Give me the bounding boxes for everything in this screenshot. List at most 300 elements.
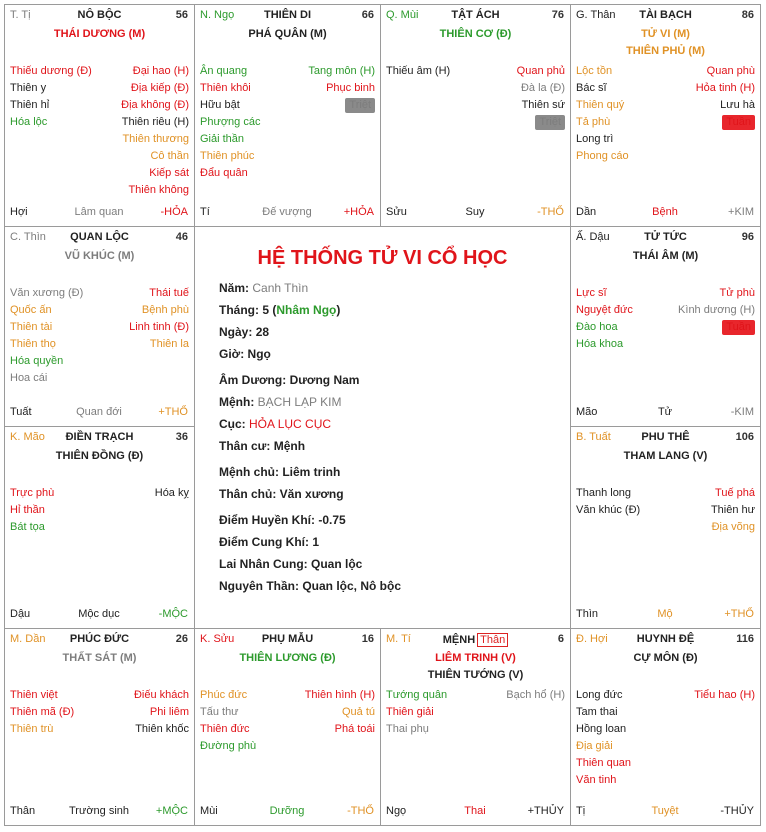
center-line: [219, 535, 319, 549]
left-star-list: [576, 285, 633, 353]
right-star-list: [694, 687, 755, 704]
footer-branch: Mùi: [200, 805, 218, 817]
right-star-list: [121, 63, 189, 199]
palace-name-text: PHỤ MẪU: [261, 633, 314, 645]
center-line-value: Dương Nam: [289, 373, 360, 387]
palace-header: [5, 231, 194, 245]
star-item: [386, 704, 447, 721]
center-line-value: Mệnh: [273, 439, 306, 453]
palace-age-number: 116: [736, 633, 754, 645]
than-marker-badge: Thân: [477, 633, 508, 647]
star-name: Phá toái: [334, 723, 375, 735]
star-name: Đẩu quân: [200, 167, 248, 179]
center-line-paren-open: (: [269, 303, 277, 317]
palace-footer: [10, 608, 188, 622]
footer-branch: Tí: [200, 206, 210, 218]
star-name: Thiên thọ: [10, 338, 56, 350]
star-name: Thai phụ: [386, 723, 429, 735]
center-line-value: -0.75: [318, 513, 346, 527]
center-line-label: Điểm Huyền Khí:: [219, 513, 316, 527]
palace-header: [195, 9, 380, 23]
star-name: Giải thần: [200, 133, 245, 145]
star-item: [386, 721, 447, 738]
star-item: [10, 502, 54, 519]
footer-branch: Hợi: [10, 206, 28, 218]
star-name: Bát tọa: [10, 521, 45, 533]
palace-age-number: 16: [361, 633, 374, 645]
palace-stem-branch: Q. Mùi: [386, 9, 419, 21]
star-item: [10, 319, 83, 336]
star-name: Thiên việt: [10, 689, 58, 701]
star-item: [121, 63, 189, 80]
palace-footer: [10, 206, 188, 220]
star-name: Kình dương (H): [678, 304, 755, 316]
star-item: [134, 721, 189, 738]
star-name: Hóa lộc: [10, 116, 48, 128]
star-item: [308, 97, 375, 114]
center-line: [219, 395, 341, 409]
palace-header: [571, 9, 760, 23]
main-star: THIÊN TƯỚNG (V): [427, 669, 524, 681]
palace-name-text: TỬ TỨC: [644, 231, 687, 243]
palace-ty: [5, 5, 195, 227]
star-item: [711, 485, 755, 502]
star-item: [506, 687, 565, 704]
left-star-list: [10, 485, 54, 536]
tuan-badge: Tuần: [722, 320, 755, 335]
main-star: THẤT SÁT (M): [62, 652, 137, 664]
footer-element: +MỘC: [155, 805, 188, 817]
footer-branch: Dần: [576, 206, 597, 218]
main-star: VŨ KHÚC (M): [64, 250, 135, 262]
right-star-list: [129, 285, 189, 353]
star-name: Hóa quyền: [10, 355, 64, 367]
star-name: Bạch hổ (H): [506, 689, 565, 701]
star-name: Văn xương (Đ): [10, 287, 84, 299]
palace-suu: [195, 629, 381, 825]
star-name: Bác sĩ: [576, 82, 607, 94]
footer-branch: Sửu: [386, 206, 407, 218]
star-item: [200, 97, 260, 114]
star-item: [129, 285, 189, 302]
palace-age-number: 86: [741, 9, 754, 21]
star-name: Cô thần: [150, 150, 189, 162]
star-name: Địa giải: [576, 740, 613, 752]
center-line-value: 28: [255, 325, 270, 339]
left-star-list: [576, 687, 631, 789]
star-name: Tấu thư: [200, 706, 239, 718]
palace-hoi: [571, 629, 760, 825]
palace-stem-branch: Ấ. Dậu: [576, 231, 610, 243]
footer-life-stage: Đế vượng: [262, 206, 312, 218]
star-item: [308, 80, 375, 97]
main-stars: [381, 26, 570, 43]
star-name: Hỏa tinh (H): [695, 82, 755, 94]
palace-footer: [386, 805, 564, 819]
star-name: Lộc tồn: [576, 65, 613, 77]
right-star-list: [308, 63, 375, 114]
palace-ngo: [195, 5, 381, 227]
star-item: [10, 687, 74, 704]
center-line: [219, 579, 401, 593]
star-name: Thiên không: [128, 184, 189, 196]
palace-header: [195, 633, 380, 647]
star-name: Tiểu hao (H): [694, 689, 755, 701]
palace-dan: [5, 629, 195, 825]
palace-footer: [576, 805, 754, 819]
star-name: Phục binh: [326, 82, 375, 94]
center-line: [219, 439, 305, 453]
star-name: Địa kiếp (Đ): [130, 82, 189, 94]
star-item: [305, 721, 375, 738]
star-name: Thiên quan: [576, 757, 632, 769]
star-item: [134, 704, 189, 721]
footer-element: -KIM: [730, 406, 754, 418]
star-item: [576, 485, 640, 502]
palace-age-number: 56: [175, 9, 188, 21]
center-line-value: BẠCH LẠP KIM: [257, 395, 342, 409]
center-line-label: Tháng:: [219, 303, 259, 317]
center-line: [219, 303, 340, 317]
star-item: [10, 97, 92, 114]
palace-age-number: 96: [741, 231, 754, 243]
star-item: [696, 80, 755, 97]
palace-age-number: 46: [175, 231, 188, 243]
star-name: Tuế phá: [715, 487, 755, 499]
star-name: Thiên y: [10, 82, 47, 94]
star-item: [10, 114, 92, 131]
center-line-value: 5: [262, 303, 270, 317]
main-star: THIÊN CƠ (Đ): [439, 28, 512, 40]
main-stars: [5, 650, 194, 667]
star-name: Địa võng: [711, 521, 755, 533]
footer-element: +THỔ: [158, 406, 188, 418]
center-line: [219, 347, 271, 361]
star-name: Thiên hình (H): [304, 689, 375, 701]
center-line: [219, 325, 269, 339]
star-item: [129, 302, 189, 319]
star-name: Phúc đức: [200, 689, 248, 701]
left-star-list: [386, 687, 447, 738]
star-item: [129, 319, 189, 336]
main-stars: [571, 248, 760, 265]
footer-branch: Thìn: [576, 608, 599, 620]
palace-stem-branch: B. Tuất: [576, 431, 611, 443]
palace-name-text: THIÊN DI: [263, 9, 312, 21]
footer-element: -THỔ: [347, 805, 374, 817]
star-name: Thiên trù: [10, 723, 54, 735]
right-star-list: [506, 687, 565, 704]
palace-name: [5, 9, 194, 21]
star-name: Tam thai: [576, 706, 618, 718]
star-name: Thiếu dương (Đ): [10, 65, 92, 77]
star-name: Ân quang: [200, 65, 248, 77]
right-star-list: [155, 485, 189, 502]
main-stars: [5, 448, 194, 465]
star-name: Quan phù: [706, 65, 755, 77]
star-item: [305, 704, 375, 721]
star-name: Thiên hư: [710, 504, 755, 516]
star-item: [121, 114, 189, 131]
star-item: [200, 80, 260, 97]
footer-branch: Mão: [576, 406, 598, 418]
palace-dau: [571, 227, 760, 427]
star-name: Tang môn (H): [308, 65, 375, 77]
star-item: [10, 370, 83, 387]
main-stars: [5, 26, 194, 43]
star-item: [576, 319, 633, 336]
palace-mao: [5, 427, 195, 629]
star-item: [121, 165, 189, 182]
star-name: Hữu bật: [200, 99, 240, 111]
footer-branch: Ngọ: [386, 805, 407, 817]
footer-life-stage: Suy: [465, 206, 485, 218]
star-item: [121, 97, 189, 114]
star-item: [694, 687, 755, 704]
center-line: [219, 465, 340, 479]
footer-life-stage: Mộ: [657, 608, 673, 620]
star-item: [576, 704, 631, 721]
right-star-list: [517, 63, 565, 131]
footer-branch: Dậu: [10, 608, 31, 620]
palace-than: [571, 5, 760, 227]
palace-footer: [200, 206, 374, 220]
palace-stem-branch: G. Thân: [576, 9, 616, 21]
star-item: [10, 302, 83, 319]
center-line-label: Giờ:: [219, 347, 245, 361]
star-name: Bệnh phù: [141, 304, 189, 316]
center-line-label: Điểm Cung Khí:: [219, 535, 309, 549]
star-item: [200, 738, 256, 755]
star-item: [10, 721, 74, 738]
palace-name-text: MỆNH: [442, 634, 476, 646]
star-item: [711, 502, 755, 519]
palace-age-number: 26: [175, 633, 188, 645]
footer-element: +HỎA: [343, 206, 374, 218]
star-name: Hồng loan: [576, 723, 627, 735]
center-line-extra: Nhâm Ngọ: [276, 303, 337, 317]
star-name: Lưu hà: [720, 99, 755, 111]
tuan-badge: Tuần: [722, 115, 755, 130]
palace-name-text: HUYNH ĐỆ: [636, 633, 695, 645]
star-name: Phượng các: [200, 116, 261, 128]
star-name: Quả tú: [341, 706, 375, 718]
center-title: HỆ THỐNG TỬ VI CỔ HỌC: [257, 247, 508, 269]
palace-stem-branch: M. Tí: [386, 633, 411, 645]
palace-thin: [5, 227, 195, 427]
star-name: Hóa kỵ: [154, 487, 189, 499]
center-line-label: Năm:: [219, 281, 250, 295]
star-name: Đà la (Đ): [520, 82, 565, 94]
palace-header: [5, 431, 194, 445]
star-name: Long đức: [576, 689, 623, 701]
left-star-list: [200, 687, 256, 755]
palace-age-number: 36: [175, 431, 188, 443]
palace-stem-branch: M. Dần: [10, 633, 46, 645]
palace-tuat: [571, 427, 760, 629]
palace-stem-branch: C. Thìn: [10, 231, 46, 243]
star-item: [576, 114, 629, 131]
footer-branch: Tị: [576, 805, 586, 817]
star-name: Phi liêm: [149, 706, 189, 718]
star-name: Tướng quân: [386, 689, 448, 701]
palace-name-text: TÀI BẠCH: [639, 9, 692, 21]
star-name: Thiên thương: [122, 133, 189, 145]
star-item: [576, 738, 631, 755]
star-item: [576, 63, 629, 80]
center-line: [219, 373, 359, 387]
center-line-label: Mệnh:: [219, 395, 255, 409]
main-star: THIÊN ĐỒNG (Đ): [55, 450, 144, 462]
palace-name-text: PHÚC ĐỨC: [69, 633, 130, 645]
star-item: [576, 285, 633, 302]
star-item: [134, 687, 189, 704]
star-item: [576, 502, 640, 519]
center-line-value: Liêm trinh: [282, 465, 341, 479]
center-line-label: Cục:: [219, 417, 246, 431]
left-star-list: [576, 63, 629, 165]
left-star-list: [386, 63, 450, 80]
footer-life-stage: Bệnh: [652, 206, 678, 218]
palace-age-number: 106: [735, 431, 754, 443]
main-star: THAM LANG (V): [623, 450, 708, 462]
star-name: Thiên la: [149, 338, 189, 350]
star-item: [576, 302, 633, 319]
star-item: [678, 302, 755, 319]
star-item: [517, 80, 565, 97]
star-name: Thiên hỉ: [10, 99, 50, 111]
star-item: [386, 63, 450, 80]
footer-life-stage: Trường sinh: [68, 805, 130, 817]
main-stars: [571, 650, 760, 667]
star-item: [200, 721, 256, 738]
star-item: [200, 63, 260, 80]
star-name: Văn khúc (Đ): [576, 504, 641, 516]
star-item: [121, 182, 189, 199]
palace-footer: [576, 406, 754, 420]
star-item: [200, 165, 260, 182]
palace-name-text: NÔ BỘC: [77, 9, 122, 21]
center-line-label: Ngày:: [219, 325, 253, 339]
star-name: Văn tinh: [576, 774, 617, 786]
footer-element: +THỦY: [527, 805, 564, 817]
main-stars: [381, 650, 570, 684]
main-star: TỬ VI (M): [641, 28, 690, 40]
center-line-label: Thân chủ:: [219, 487, 277, 501]
star-name: Thiên tài: [10, 321, 53, 333]
palace-footer: [386, 206, 564, 220]
center-line-value: HỎA LỤC CỤC: [249, 417, 332, 431]
star-item: [696, 97, 755, 114]
palace-stem-branch: N. Ngọ: [200, 9, 235, 21]
main-star: THÁI DƯƠNG (M): [53, 28, 146, 40]
main-star: THIÊN LƯƠNG (Đ): [239, 652, 336, 664]
star-item: [10, 704, 74, 721]
main-stars: [5, 248, 194, 265]
footer-life-stage: Mộc dục: [78, 608, 120, 620]
star-name: Địa không (Đ): [121, 99, 189, 111]
main-star: THIÊN PHỦ (M): [626, 45, 705, 57]
star-item: [200, 687, 256, 704]
palace-stem-branch: T. Tị: [10, 9, 31, 21]
star-name: Tử phù: [719, 287, 755, 299]
right-star-list: [678, 285, 755, 336]
star-name: Thiên khôi: [200, 82, 251, 94]
palace-name-text: PHU THÊ: [641, 431, 690, 443]
star-name: Thanh long: [576, 487, 632, 499]
center-line: [219, 281, 308, 295]
center-line-value: Quan lộc, Nô bộc: [302, 579, 402, 593]
star-item: [576, 336, 633, 353]
star-item: [200, 704, 256, 721]
footer-element: +THỔ: [724, 608, 754, 620]
left-star-list: [200, 63, 260, 182]
footer-element: -THỦY: [720, 805, 754, 817]
star-name: Quốc ấn: [10, 304, 52, 316]
star-item: [10, 285, 83, 302]
center-line: [219, 487, 344, 501]
palace-footer: [10, 805, 188, 819]
star-item: [678, 319, 755, 336]
right-star-list: [134, 687, 189, 738]
center-line: [219, 513, 346, 527]
star-item: [576, 755, 631, 772]
star-name: Hoa cái: [10, 372, 48, 384]
star-item: [517, 114, 565, 131]
footer-element: +KIM: [728, 206, 754, 218]
star-item: [121, 80, 189, 97]
star-name: Trực phù: [10, 487, 55, 499]
star-item: [10, 353, 83, 370]
palace-name-text: TẬT ÁCH: [451, 9, 500, 21]
star-name: Tả phù: [576, 116, 611, 128]
star-name: Thiên giải: [386, 706, 434, 718]
star-name: Đại hao (H): [132, 65, 189, 77]
star-item: [576, 97, 629, 114]
palace-stem-branch: Đ. Hợi: [576, 633, 608, 645]
center-line-label: Mệnh chủ:: [219, 465, 279, 479]
star-item: [576, 131, 629, 148]
footer-life-stage: Tử: [657, 406, 673, 418]
palace-footer: [200, 805, 374, 819]
left-star-list: [10, 63, 92, 131]
left-star-list: [576, 485, 640, 519]
center-line-label: Lai Nhân Cung:: [219, 557, 308, 571]
star-name: Điếu khách: [133, 689, 189, 701]
star-name: Đào hoa: [576, 321, 618, 333]
star-item: [576, 687, 631, 704]
star-name: Hóa khoa: [576, 338, 624, 350]
palace-header: [381, 9, 570, 23]
main-stars: [571, 448, 760, 465]
footer-element: -THỔ: [537, 206, 564, 218]
main-star: CỰ MÔN (Đ): [633, 652, 698, 664]
star-name: Hỉ thần: [10, 504, 45, 516]
star-item: [517, 63, 565, 80]
center-line: [219, 417, 331, 431]
tu-vi-chart: [4, 4, 761, 826]
right-star-list: [696, 63, 755, 131]
star-item: [576, 772, 631, 789]
center-line-paren-close: ): [336, 303, 341, 317]
star-name: Thiên sứ: [521, 99, 565, 111]
palace-header: [5, 633, 194, 647]
center-line: [219, 557, 362, 571]
main-star: PHÁ QUÂN (M): [248, 28, 327, 40]
footer-element: -HỎA: [160, 206, 188, 218]
star-item: [696, 63, 755, 80]
palace-footer: [576, 608, 754, 622]
